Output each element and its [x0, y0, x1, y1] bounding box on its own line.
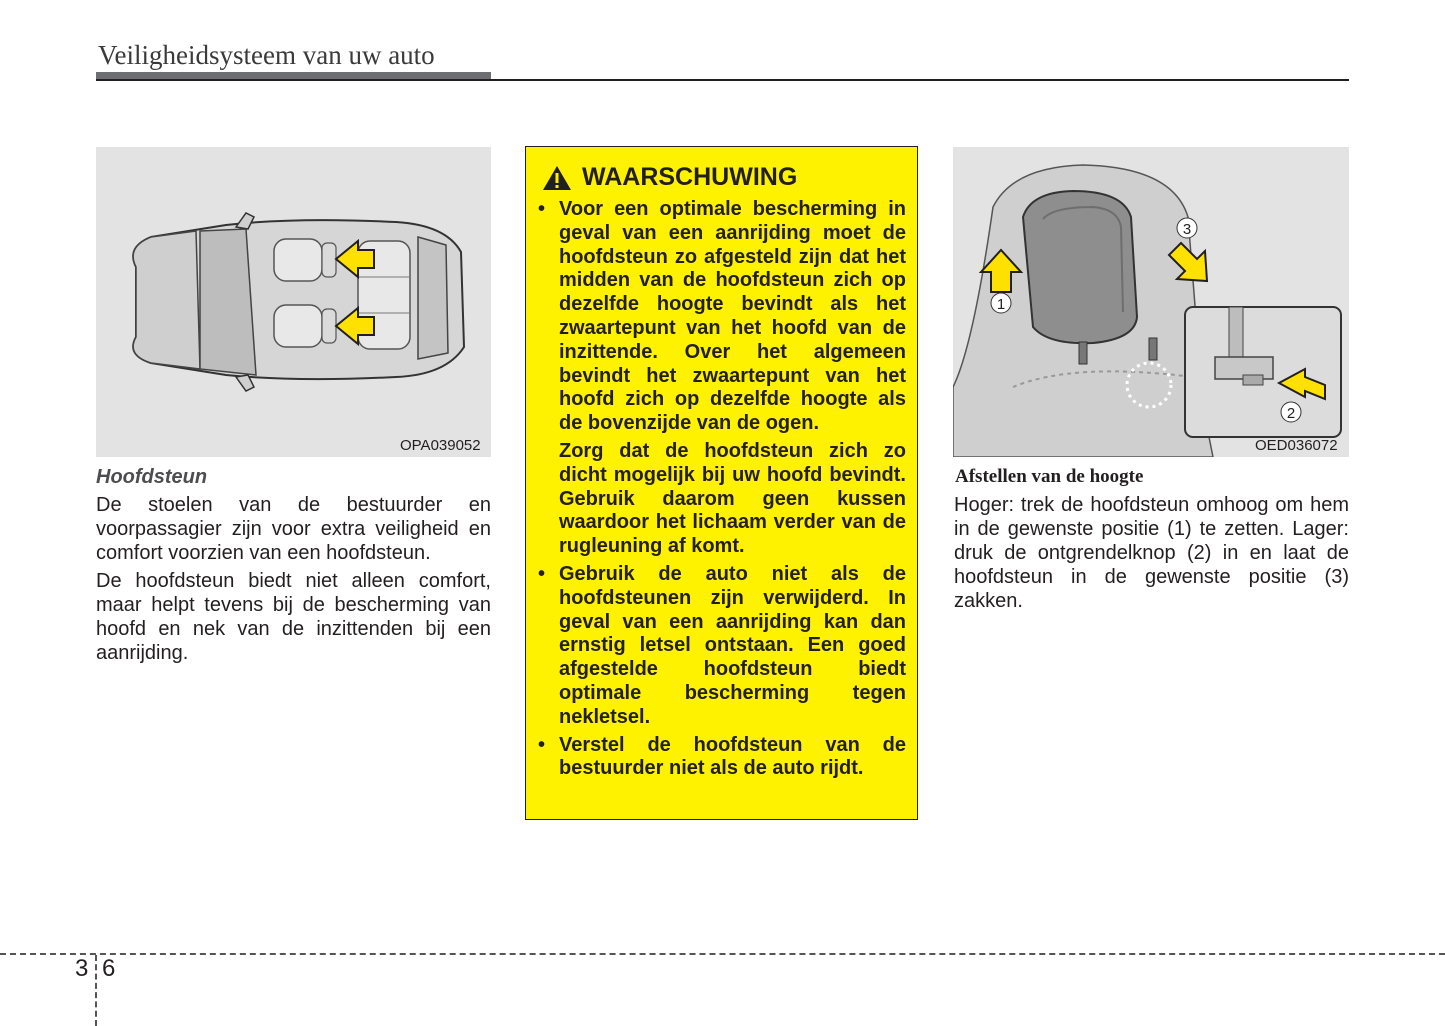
- warning-item-3: [536, 734, 906, 782]
- car-top-view-figure: [96, 147, 491, 457]
- warning-item-2-paragraph-1: Gebruik de auto niet als de hoofdsteunen zijn verwijderd. In geval van een aanrijding kan dan ernstig letsel ontstaan. Een goed afgestelde hoofdsteun biedt optimale bescherming tegen nekletsel.: [559, 562, 906, 728]
- footer-vertical-dashed-rule: [95, 955, 97, 1026]
- car-top-view-illustration: [96, 147, 491, 457]
- figure-code-left: OPA039052: [400, 437, 481, 454]
- warning-item-2: [536, 563, 906, 730]
- callout-1: 1: [996, 296, 1006, 313]
- page-chapter-number: 3: [75, 955, 89, 982]
- warning-item-1: [536, 198, 906, 559]
- bullet-mark: •: [538, 198, 546, 220]
- warning-item-1-paragraph-1: Voor een optimale bescherming in geval van een aanrijding moet de hoofdsteun zo afgesteld zijn dat het midden van de hoofdsteun zich op dezelfde hoogte bevindt als het zwaartepunt van het hoofd van de inzittende. Over het algemeen bevindt het zwaartepunt van het hoofd zich op dezelfde hoogte als de bovenzijde van de ogen.: [559, 198, 906, 435]
- header-rule: [96, 79, 1349, 81]
- headrest-adjustment-figure: [953, 147, 1349, 457]
- footer-dashed-rule: [0, 953, 1445, 955]
- left-paragraph-2: De hoofdsteun biedt niet alleen comfort, maar helpt tevens bij de bescherming van hoofd en nek van de inzittenden bij een aanrijding.: [96, 570, 491, 664]
- warning-box: [525, 146, 918, 820]
- section-subhead-hoofdsteun: Hoofdsteun: [96, 466, 208, 488]
- bullet-mark: •: [538, 733, 546, 756]
- warning-item-3-paragraph-1: Verstel de hoofdsteun van de bestuurder niet als de auto rijdt.: [559, 733, 906, 780]
- warning-item-1-paragraph-2: Zorg dat de hoofdsteun zich zo dicht mogelijk bij uw hoofd bevindt. Gebruik daarom geen kussen waardoor het lichaam verder van de rugleuning af komt.: [559, 439, 906, 558]
- warning-title: [542, 163, 797, 192]
- figure-code-right: OED036072: [1255, 437, 1338, 454]
- callout-3: 3: [1182, 221, 1192, 238]
- left-paragraph-1: De stoelen van de bestuurder en voorpassagier zijn voor extra veiligheid en comfort voorzien van een hoofdsteun.: [96, 494, 491, 564]
- callout-2: 2: [1286, 405, 1296, 422]
- right-body-text: [954, 493, 1349, 617]
- headrest-illustration: [953, 147, 1349, 457]
- warning-triangle-icon: [542, 165, 572, 191]
- bullet-mark: •: [538, 562, 546, 585]
- section-subhead-afstellen: Afstellen van de hoogte: [955, 466, 1144, 487]
- page-number: 6: [102, 955, 116, 982]
- left-body-text: [96, 493, 491, 669]
- page-header-title: Veiligheidsysteem van uw auto: [98, 40, 435, 70]
- warning-list: [536, 198, 906, 785]
- warning-title-text: WAARSCHUWING: [582, 163, 798, 191]
- right-paragraph: Hoger: trek de hoofdsteun omhoog om hem in de gewenste positie (1) te zetten. Lager: druk de ontgrendelknop (2) in en laat de hoofdsteun in de gewenste positie (3) zakken.: [954, 494, 1349, 612]
